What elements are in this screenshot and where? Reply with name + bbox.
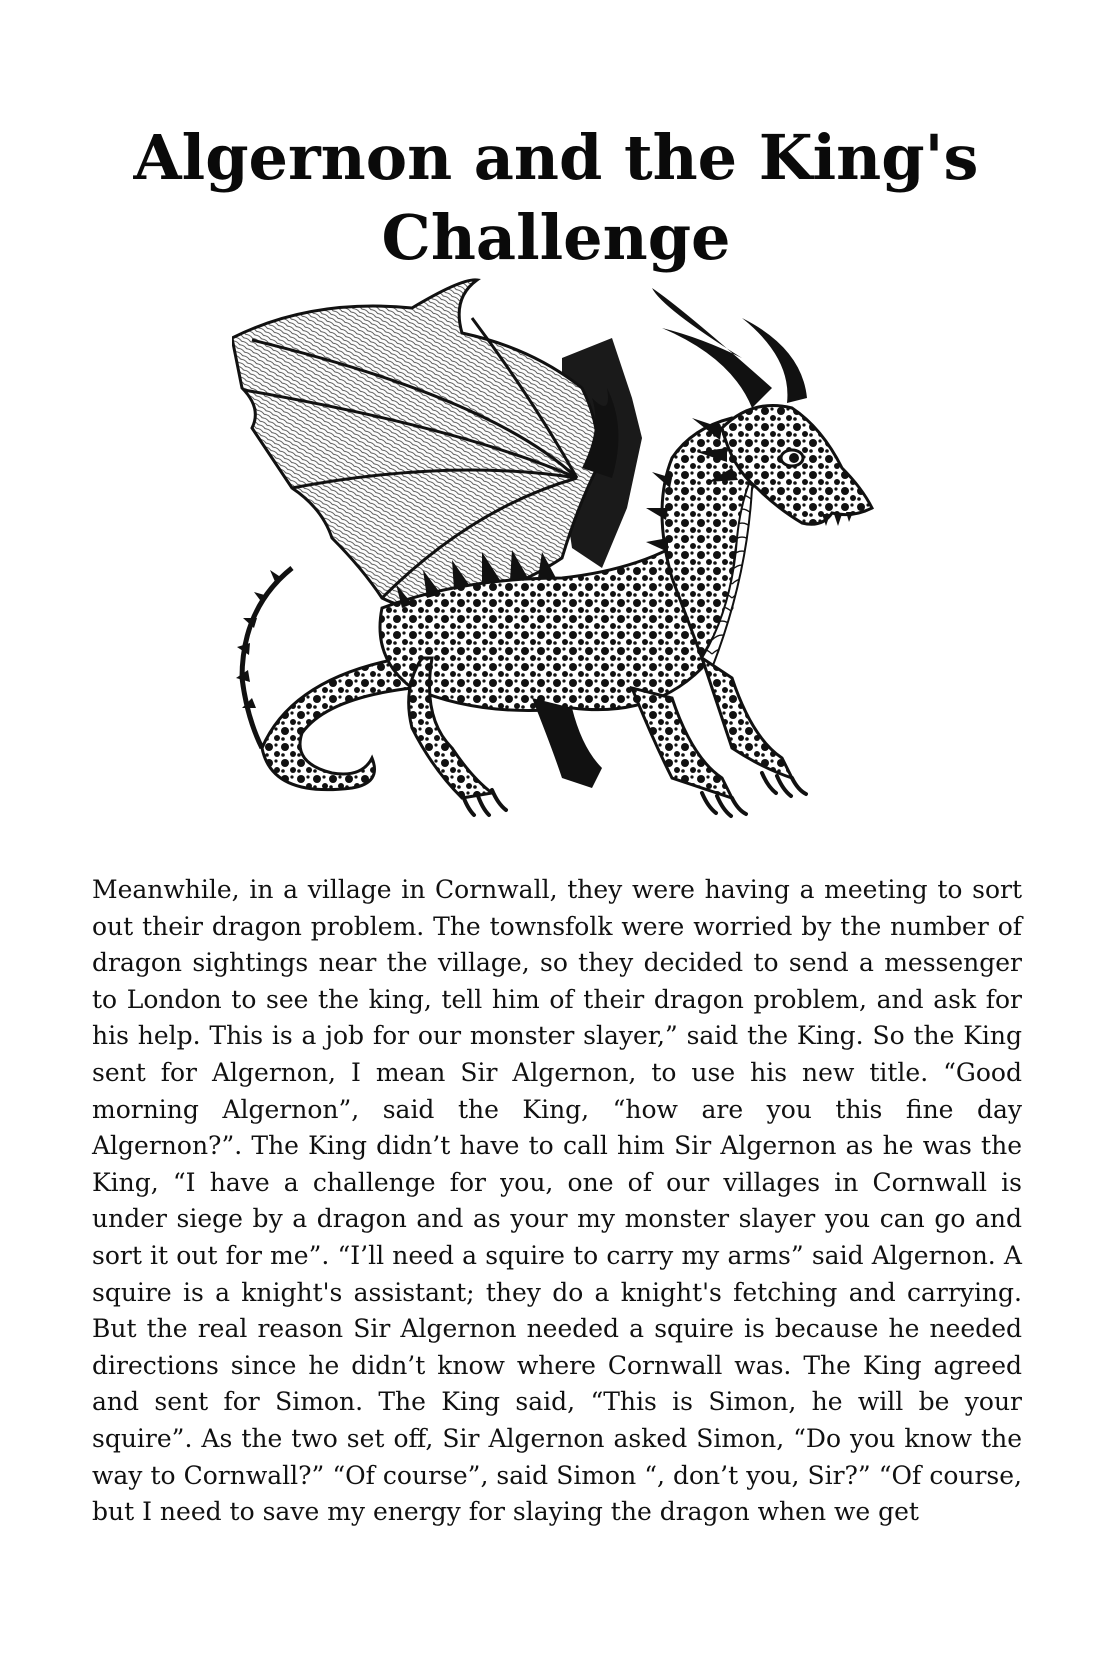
story-paragraph: Meanwhile, in a village in Cornwall, they were having a meeting to sort out their dragon problem. The townsfolk were worried by the number of dragon sightings near the village, so they decided to send a messenger to London to see the king, tell him of their dragon problem, and ask for his help. This is a job for our monster slayer,” said the King. So the King sent for Algernon, I mean Sir Algernon, to use his new title. “Good morning Algernon”, said the King, “how are you this fine day Algernon?”. The King didn’t have to call him Sir Algernon as he was the King, “I have a challenge for you, one of our villages in Cornwall is under siege by a dragon and as your my monster slayer you can go and sort it out for me”. “I’ll need a squire to carry my arms” said Algernon. A squire is a knight's assistant; they do a knight's fetching and carrying. But the real reason Sir Algernon needed a squire is because he needed directions since he didn’t know where Cornwall was. The King agreed and sent for Simon. The King said, “This is Simon, he will be your squire”. As the two set off, Sir Algernon asked Simon, “Do you know the way to Cornwall?” “Of course”, said Simon “, don’t you, Sir?” “Of course, but I need to save my energy for slaying the dragon when we get <box>92 875 1022 1527</box>
page-title: Algernon and the King's Challenge <box>133 121 979 274</box>
dragon-illustration <box>232 278 882 828</box>
